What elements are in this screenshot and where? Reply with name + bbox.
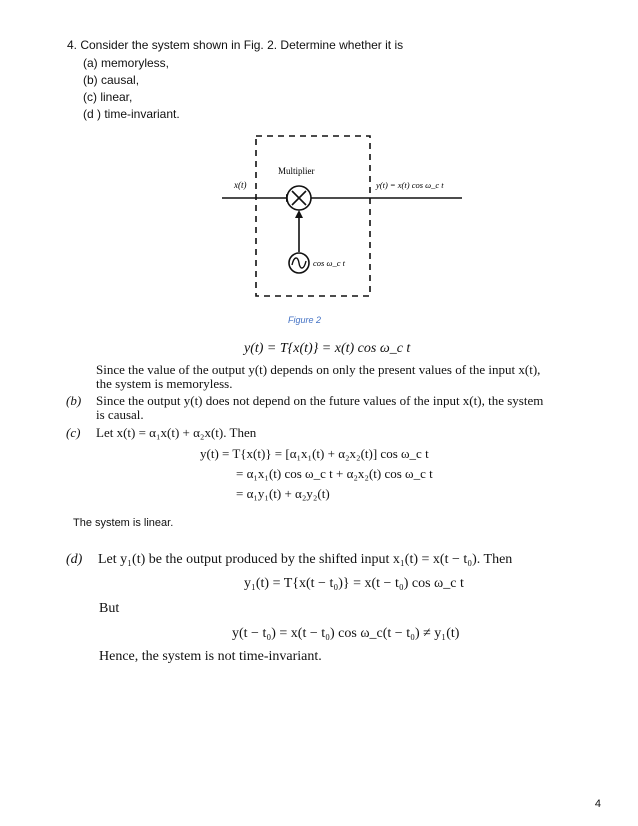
time-invariance-intro: Let y₁(t) be the output produced by the shifted input x₁(t) = x(t − t₀). Then (98, 552, 513, 567)
system-boundary (256, 136, 370, 296)
memoryless-line-1: Since the value of the output y(t) depends on only the present values of the input x(t), (96, 362, 541, 377)
figure-caption: Figure 2 (288, 315, 322, 325)
multiplier-label: Multiplier (278, 166, 315, 176)
page-number: 4 (594, 798, 601, 810)
oscillator-label: cos ω_c t (313, 258, 345, 268)
time-invariance-but: But (99, 601, 120, 616)
question-item-a: (a) memoryless, (83, 56, 170, 70)
linear-label: (c) (66, 425, 81, 440)
linear-conclusion: The system is linear. (73, 517, 174, 529)
carrier-arrow (295, 210, 303, 218)
memoryless-line-2: the system is memoryless. (96, 376, 233, 391)
question-item-c: (c) linear, (83, 90, 133, 104)
time-invariance-equation-2: y(t − t₀) = x(t − t₀) cos ω_c(t − t₀) ≠ y₁(t) (232, 626, 460, 641)
time-invariance-equation-1: y₁(t) = T{x(t − t₀)} = x(t − t₀) cos ω_c t (244, 576, 464, 591)
linear-equation-3: = α₁y₁(t) + α₂y₂(t) (236, 486, 330, 501)
causal-label: (b) (66, 393, 82, 408)
question-title: 4. Consider the system shown in Fig. 2. Determine whether it is (67, 38, 404, 52)
linear-intro: Let x(t) = α₁x(t) + α₂x(t). Then (96, 425, 257, 440)
equation-main: y(t) = T{x(t)} = x(t) cos ω_c t (244, 341, 411, 356)
output-label: y(t) = x(t) cos ω_c t (376, 180, 444, 190)
input-label: x(t) (234, 180, 247, 190)
causal-line-1: Since the output y(t) does not depend on the future values of the input x(t), the system (96, 393, 544, 408)
linear-equation-2: = α₁x₁(t) cos ω_c t + α₂x₂(t) cos ω_c t (236, 466, 433, 481)
time-invariance-label: (d) (66, 552, 83, 567)
question-item-d: (d ) time-invariant. (83, 107, 180, 121)
question-item-b: (b) causal, (83, 73, 140, 87)
linear-equation-1: y(t) = T{x(t)} = [α₁x₁(t) + α₂x₂(t)] cos ω_c t (200, 446, 429, 461)
time-invariance-conclusion: Hence, the system is not time-invariant. (99, 649, 322, 664)
causal-line-2: is causal. (96, 407, 144, 422)
system-diagram (222, 128, 462, 308)
